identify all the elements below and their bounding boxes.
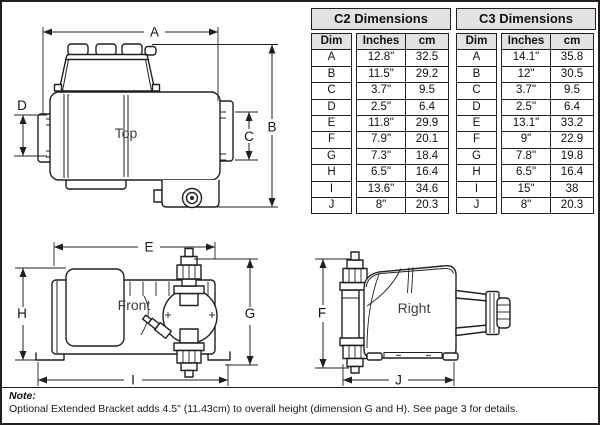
values-columns	[501, 33, 594, 214]
table-cell: 12.8"	[357, 50, 406, 66]
cable-gland-icon	[122, 44, 142, 55]
table-cell: 20.1	[406, 132, 449, 148]
table-cell: D	[312, 100, 352, 116]
table-cell: 6.4	[406, 100, 449, 116]
dim-label-h: H	[17, 306, 27, 321]
table-cell: 16.4	[551, 165, 594, 181]
table-cell: 34.6	[406, 182, 449, 198]
table-cell: H	[312, 165, 352, 181]
table-cell: B	[457, 67, 497, 83]
table-cell: D	[457, 100, 497, 116]
note-separator	[2, 387, 598, 388]
table-cell: 13.6"	[357, 182, 406, 198]
note-label: Note:	[9, 390, 36, 402]
dim-c-annotation	[235, 112, 258, 160]
dim-label-e: E	[144, 239, 154, 255]
column-header: Inches	[357, 34, 406, 50]
table-cell: 29.2	[406, 67, 449, 83]
table-cell: 6.5"	[502, 165, 551, 181]
dim-label-g: G	[244, 306, 256, 321]
dim-label-f: F	[317, 305, 327, 321]
column-header: Dim	[312, 34, 352, 50]
table-cell: 35.8	[551, 50, 594, 66]
dim-label-d: D	[17, 98, 27, 113]
table-cell: G	[312, 149, 352, 165]
table-cell: 2.5"	[357, 100, 406, 116]
table-cell: 3.7"	[502, 83, 551, 99]
table-cell: C	[457, 83, 497, 99]
cable-gland-icon	[145, 47, 156, 56]
table-cell: 33.2	[551, 116, 594, 132]
table-cell: 19.8	[551, 149, 594, 165]
table-cell: 14.1"	[502, 50, 551, 66]
table-cell: I	[312, 182, 352, 198]
table-cell: 32.5	[406, 50, 449, 66]
table-cell: 8"	[502, 198, 551, 214]
table-cell: 22.9	[551, 132, 594, 148]
c2-dimensions-table	[311, 8, 451, 214]
table-cell: 7.9"	[357, 132, 406, 148]
table-cell: 38	[551, 182, 594, 198]
dim-column	[456, 33, 497, 214]
table-cell: 9.5	[551, 83, 594, 99]
table-cell: G	[457, 149, 497, 165]
table-cell: 30.5	[551, 67, 594, 83]
table-cell: 13.1"	[502, 116, 551, 132]
column-header: Dim	[457, 34, 497, 50]
column-header: cm	[406, 34, 449, 50]
table-cell: 20.3	[551, 198, 594, 214]
table-cell: 12"	[502, 67, 551, 83]
table-cell: J	[312, 198, 352, 214]
dim-label-b: B	[267, 119, 277, 135]
table-cell: C	[312, 83, 352, 99]
table-title: C3 Dimensions	[456, 8, 596, 30]
column-header: cm	[551, 34, 594, 50]
fitting-icon	[183, 189, 202, 208]
table-cell: A	[457, 50, 497, 66]
table-cell: 3.7"	[357, 83, 406, 99]
table-cell: 11.5"	[357, 67, 406, 83]
right-view-label: Right	[397, 300, 431, 316]
dim-label-i: I	[131, 372, 135, 388]
table-cell: 7.3"	[357, 149, 406, 165]
table-cell: 20.3	[406, 198, 449, 214]
front-view-drawing	[15, 240, 258, 388]
cable-gland-icon	[96, 44, 116, 55]
cable-gland-icon	[68, 44, 88, 55]
table-cell: 16.4	[406, 165, 449, 181]
table-cell: 6.5"	[357, 165, 406, 181]
values-columns	[356, 33, 449, 214]
table-cell: 29.9	[406, 116, 449, 132]
dim-column	[311, 33, 352, 214]
table-cell: 15"	[502, 182, 551, 198]
table-cell: J	[457, 198, 497, 214]
dim-label-c: C	[244, 129, 254, 144]
table-cell: 9.5	[406, 83, 449, 99]
table-title: C2 Dimensions	[311, 8, 451, 30]
table-cell: F	[312, 132, 352, 148]
table-cell: 2.5"	[502, 100, 551, 116]
table-cell: A	[312, 50, 352, 66]
front-view-label: Front	[117, 297, 151, 313]
table-cell: E	[457, 116, 497, 132]
note-text: Optional Extended Bracket adds 4.5" (11.43cm) to overall height (dimension G and H). See page 3 for details.	[9, 403, 518, 415]
table-cell: 6.4	[551, 100, 594, 116]
table-cell: 8"	[357, 198, 406, 214]
table-cell: F	[457, 132, 497, 148]
right-view-drawing	[315, 252, 510, 388]
top-view-drawing	[14, 25, 278, 208]
dim-i-annotation	[38, 362, 228, 388]
table-cell: H	[457, 165, 497, 181]
c3-dimensions-table	[456, 8, 596, 214]
control-knob-icon	[456, 291, 510, 336]
table-cell: 18.4	[406, 149, 449, 165]
table-cell: I	[457, 182, 497, 198]
table-cell: 7.8"	[502, 149, 551, 165]
dim-label-a: A	[149, 24, 160, 40]
table-cell: 9"	[502, 132, 551, 148]
table-cell: 11.8"	[357, 116, 406, 132]
table-cell: E	[312, 116, 352, 132]
motor-block	[66, 269, 124, 346]
dim-label-j: J	[395, 372, 402, 388]
table-cell: B	[312, 67, 352, 83]
column-header: Inches	[502, 34, 551, 50]
top-view-label: Top	[114, 125, 138, 141]
